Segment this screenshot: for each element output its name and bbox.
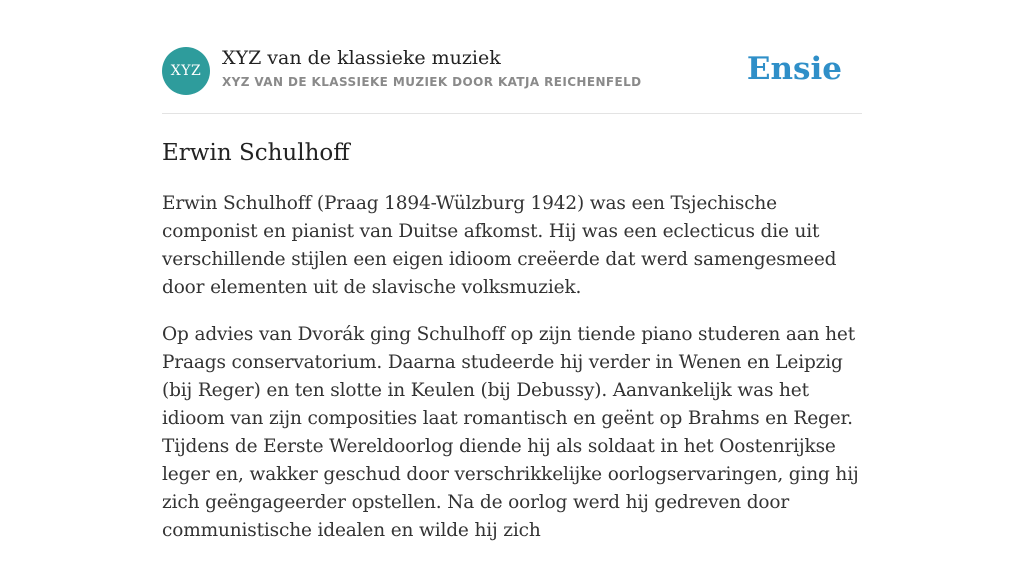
site-header [162,47,862,114]
article-title: Erwin Schulhoff [162,140,350,166]
blog-subtitle: XYZ VAN DE KLASSIEKE MUZIEK DOOR KATJA REICHENFELD [222,75,642,89]
blog-title[interactable]: XYZ van de klassieke muziek [222,47,501,69]
article-paragraph: Op advies van Dvorák ging Schulhoff op zijn tiende piano studeren aan het Praags conservatorium. Daarna studeerde hij verder in Wenen en Leipzig (bij Reger) en ten slotte in Keulen (bij Debussy). Aanvankelijk was het idioom van zijn composities laat romantisch en geënt op Brahms en Reger. Tijdens de Eerste Wereldoorlog diende hij als soldaat in het Oostenrijkse leger en, wakker geschud door verschrikkelijke oorlogservaringen, ging hij zich geëngageerder opstellen. Na de oorlog werd hij gedreven door communistische idealen en wilde hij zich [162,324,859,541]
article [162,136,862,564]
ensie-logo-link[interactable]: Ensie [746,51,842,87]
article-paragraph: Erwin Schulhoff (Praag 1894-Wülzburg 1942) was een Tsjechische componist en pianist van Duitse afkomst. Hij was een eclecticus die uit verschillende stijlen een eigen idioom creëerde dat werd samengesmeed door elementen uit de slavische volksmuziek. [162,193,837,298]
avatar[interactable]: XYZ [162,47,210,95]
